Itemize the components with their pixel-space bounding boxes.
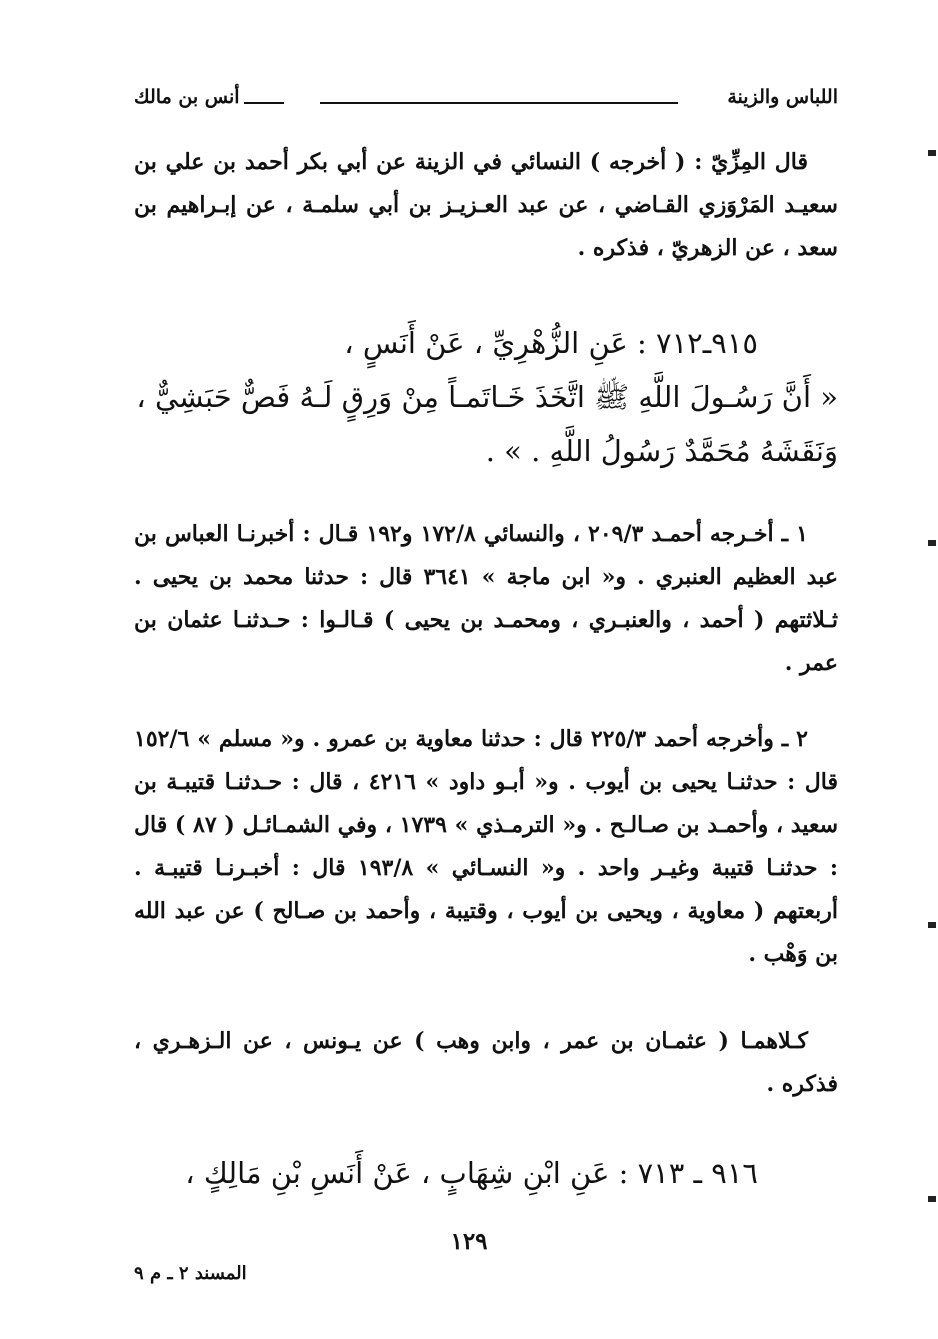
hadith-915-heading: ٩١٥ـ٧١٢ : عَنِ الزُّهْرِيِّ ، عَنْ أَنَسٍ ، xyxy=(344,326,758,360)
hadith-916-heading: ٩١٦ ـ ٧١٣ : عَنِ ابْنِ شِهَابٍ ، عَنْ أَنَسِ بْنِ مَالِكٍ ، xyxy=(185,1156,758,1190)
page-number: ١٢٩ xyxy=(450,1228,488,1255)
note-2 xyxy=(134,718,838,976)
header-short-rule xyxy=(244,102,284,104)
scan-edge-mark xyxy=(928,1196,936,1202)
note-3 xyxy=(134,1020,838,1106)
note-2-text: ٢ ـ وأخرجه أحمد ٢٢٥/٣ قال : حدثنا معاوية بن عمرو . و« مسلم » ١٥٢/٦ قال : حدثنـا يحيى بن أيوب . و« أبـو داود » ٤٢١٦ ، قال : حـدثنـا قتيبـة بن سعيد ، وأحمـد بن صـالـح . و« الترمـذي » ١٧٣٩ ، وفي الشمـائـل ( ٨٧ ) قال : حدثنـا قتيبة وغيـر واحد . و« النسـائي » ١٩٣/٨ قال : أخبـرنـا قتيبـة . أربعتهم ( معاوية ، ويحيى بن أيوب ، وقتيبة ، وأحمد بن صـالح ) عن عبد الله بن وَهْب . xyxy=(134,726,838,967)
printer-signature: المسند ٢ ـ م ٩ xyxy=(134,1263,247,1284)
note-3-text: كـلاهمـا ( عثمـان بن عمر ، وابن وهب ) عن يـونس ، عن الـزهـري ، فذكره . xyxy=(134,1028,838,1097)
note-1-text: ١ ـ أخـرجه أحمـد ٢٠٩/٣ ، والنسائي ١٧٢/٨ و١٩٢ قـال : أخبرنـا العباس بن عبد العظيم العنبري . و« ابن ماجة » ٣٦٤١ قال : حدثنا محمد بن يحيى . ثـلاثتهم ( أحمد ، والعنبـري ، ومحمـد بن يحيى ) قـالـوا : حـدثنـا عثمان بن عمر . xyxy=(134,521,838,676)
running-header xyxy=(134,86,838,116)
intro-paragraph xyxy=(134,141,838,270)
note-1 xyxy=(134,513,838,685)
hadith-915-line1: « أَنَّ رَسُـولَ اللَّهِ ﷺ اتَّخَذَ خَـاتَمـاً مِنْ وَرِقٍ لَـهُ فَصٌّ حَبَشِيٌّ ، xyxy=(136,380,838,414)
header-chapter-title: اللباس والزينة xyxy=(727,86,838,108)
hadith-915-line2: وَنَقَشَهُ مُحَمَّدٌ رَسُولُ اللَّهِ . » . xyxy=(485,434,838,468)
header-section-title: أنس بن مالك xyxy=(134,86,240,108)
scan-edge-mark xyxy=(928,150,936,156)
hadith-915 xyxy=(134,316,838,478)
intro-text: قال المِزِّيّ : ( أخرجه ) النسائي في الزينة عن أبي بكر أحمد بن علي بن سعيـد المَرْوَزي القـاضي ، عن عبد العـزيـز بن أبي سلمـة ، عن إبـراهيم بن سعد ، عن الزهريّ ، فذكره . xyxy=(134,149,838,261)
header-rule xyxy=(320,102,678,104)
scan-edge-mark xyxy=(928,922,936,928)
hadith-916 xyxy=(134,1146,838,1200)
scan-edge-mark xyxy=(928,540,936,546)
